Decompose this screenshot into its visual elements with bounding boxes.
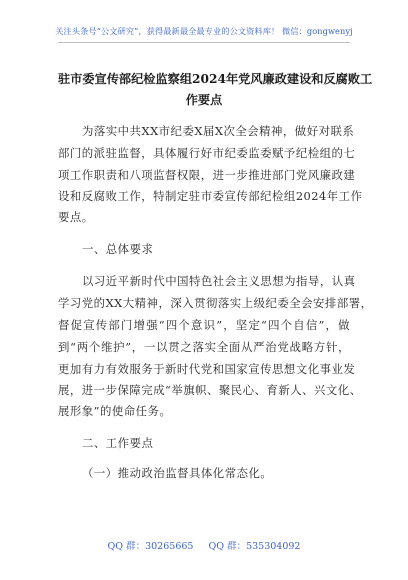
section-1-line-1: 以习近平新时代中国特色社会主义思想为指导，认真 bbox=[82, 274, 356, 288]
intro-line-5: 要点。 bbox=[58, 210, 94, 224]
section-1-line-2: 学习党的XX大精神，深入贯彻落实上级纪委全会安排部署， bbox=[58, 296, 373, 310]
section-1-line-7: 展形象”的使命任务。 bbox=[58, 404, 172, 418]
document-title-line-1: 驻市委宣传部纪检监察组2024年党风廉政建设和反腐败工 bbox=[58, 72, 373, 86]
intro-line-3: 项工作职责和八项监督权限，进一步推进部门党风廉政建 bbox=[58, 168, 356, 182]
intro-line-2: 部门的派驻监督，具体履行好市纪委监委赋予纪检组的七 bbox=[58, 146, 356, 160]
footer-qq-group-2: QQ 群：535304092 bbox=[208, 541, 301, 552]
footer-qq-group-1: QQ 群：30265665 bbox=[107, 541, 194, 552]
footer-contact bbox=[0, 538, 408, 552]
section-1-heading: 一、总体要求 bbox=[82, 242, 154, 256]
intro-line-4: 设和反腐败工作，特制定驻市委宣传部纪检组2024年工作 bbox=[58, 189, 363, 203]
section-1-line-6: 展，进一步保障完成“举旗帜、聚民心、育新人、兴文化、 bbox=[58, 383, 362, 397]
subsection-1-heading: （一）推动政治监督具体化常态化。 bbox=[82, 466, 273, 480]
document-title-line-2: 作要点 bbox=[185, 93, 223, 107]
section-1-line-3: 督促宣传部门增强“四个意识”，坚定“四个自信”，做 bbox=[58, 318, 350, 332]
header-divider bbox=[58, 42, 350, 43]
section-1-line-5: 更加有力有效服务于新时代党和国家宣传思想文化事业发 bbox=[58, 362, 356, 376]
section-2-heading: 二、工作要点 bbox=[82, 436, 154, 450]
intro-line-1: 为落实中共XX市纪委X届X次全会精神，做好对联系 bbox=[82, 124, 355, 138]
header-promo-note: 关注头条号“公文研究”，获得最新最全最专业的公文资料库！ 微信：gongwenyj bbox=[55, 26, 353, 36]
section-1-line-4: 到“两个维护”，一以贯之落实全面从严治党战略方针， bbox=[58, 340, 350, 354]
